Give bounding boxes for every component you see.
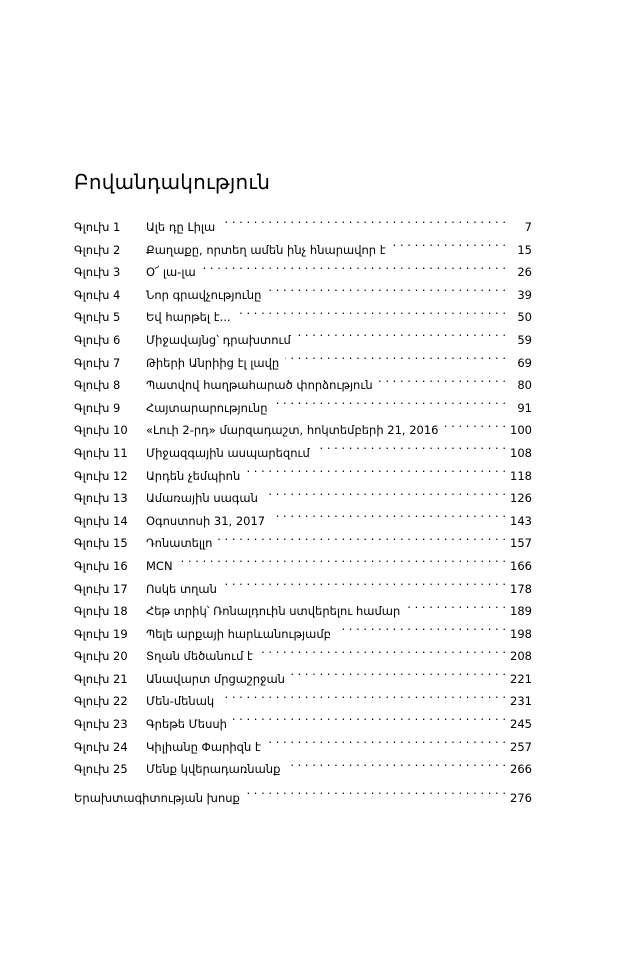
page-number: 257: [510, 739, 532, 754]
chapter-title: Ամառային սագան: [146, 491, 258, 506]
dot-leader: [259, 649, 506, 661]
chapter-label: Գլուխ 24: [74, 739, 128, 754]
chapter-title: Օգոստոսի 31, 2017: [146, 513, 266, 528]
toc-entry[interactable]: [74, 623, 532, 646]
dot-leader: [264, 491, 506, 503]
dot-leader: [179, 558, 506, 570]
toc-entry[interactable]: [74, 261, 532, 284]
page-number: 108: [510, 445, 532, 460]
toc-appendix-entry[interactable]: [74, 787, 532, 810]
chapter-title: Մեն-մենակ: [146, 694, 215, 709]
page-number: 143: [510, 513, 532, 528]
chapter-title: Նոր գրավչությունը: [146, 287, 262, 302]
toc-entry[interactable]: [74, 555, 532, 578]
chapter-label: Գլուխ 10: [74, 423, 128, 438]
chapter-title: Եվ հարթել է...: [146, 310, 231, 325]
chapter-title: Պելե արքայի հարևանությամբ: [146, 626, 331, 641]
chapter-label: Գլուխ 9: [74, 400, 121, 415]
chapter-label: Գլուխ 6: [74, 332, 121, 347]
page-number: 69: [517, 355, 532, 370]
toc-entry[interactable]: [74, 306, 532, 329]
toc-entry-list: [74, 216, 532, 781]
chapter-label: Գլուխ 2: [74, 242, 121, 257]
page-number: 231: [510, 694, 532, 709]
dot-leader: [392, 242, 506, 254]
dot-leader: [274, 400, 507, 412]
chapter-label: Գլուխ 16: [74, 558, 128, 573]
chapter-label: Գլուխ 4: [74, 287, 121, 302]
chapter-title: Պատվով հաղթահարած փորձություն: [146, 378, 373, 393]
chapter-label: Գլուխ 12: [74, 468, 128, 483]
toc-entry[interactable]: [74, 713, 532, 736]
toc-entry[interactable]: [74, 442, 532, 465]
page-number: 15: [517, 242, 532, 257]
chapter-title: Կիլիանը Փարիզն է: [146, 739, 261, 754]
chapter-label: Գլուխ 23: [74, 717, 128, 732]
chapter-label: Գլուխ 5: [74, 310, 121, 325]
dot-leader: [246, 468, 506, 480]
chapter-title: Հայտարարությունը: [146, 400, 268, 415]
toc-entry[interactable]: [74, 397, 532, 420]
chapter-label: Գլուխ 25: [74, 762, 128, 777]
chapter-label: Գլուխ 22: [74, 694, 128, 709]
chapter-title: Միջավայնց՝ դրախտում: [146, 332, 291, 347]
toc-entry[interactable]: [74, 736, 532, 759]
chapter-title: Արդեն չեմպիոն: [146, 468, 241, 483]
dot-leader: [267, 287, 506, 299]
toc-entry[interactable]: [74, 510, 532, 533]
toc-entry[interactable]: [74, 578, 532, 601]
dot-leader: [271, 513, 506, 525]
toc-entry[interactable]: [74, 352, 532, 375]
dot-leader: [221, 220, 506, 232]
page-number: 100: [510, 423, 532, 438]
dot-leader: [246, 791, 506, 803]
toc-entry[interactable]: [74, 487, 532, 510]
chapter-label: Գլուխ 20: [74, 649, 128, 664]
toc-entry[interactable]: [74, 284, 532, 307]
toc-entry[interactable]: [74, 329, 532, 352]
chapter-title: Ալե դը Լիլա: [146, 220, 216, 234]
page-number: 178: [510, 581, 532, 596]
dot-leader: [267, 739, 506, 751]
chapter-title: MCN: [146, 558, 173, 573]
chapter-title: Դոնատելլո: [146, 536, 213, 551]
page-number: 126: [510, 491, 532, 506]
page-number: 7: [524, 220, 532, 234]
page-number: 118: [510, 468, 532, 483]
dot-leader: [233, 717, 506, 729]
page-number: 276: [510, 791, 532, 805]
appendix-title: Երախտագիտության խոսք: [74, 791, 240, 805]
chapter-label: Գլուխ 14: [74, 513, 128, 528]
dot-leader: [406, 604, 506, 616]
dot-leader: [316, 445, 506, 457]
page-number: 26: [517, 265, 532, 280]
chapter-label: Գլուխ 3: [74, 265, 121, 280]
chapter-label: Գլուխ 7: [74, 355, 121, 370]
toc-entry[interactable]: [74, 465, 532, 488]
dot-leader: [285, 355, 506, 367]
chapter-label: Գլուխ 8: [74, 378, 121, 393]
chapter-title: «Լուի 2-րդ» մարզադաշտ, հոկտեմբերի 21, 2016: [146, 423, 439, 438]
page-number: 157: [510, 536, 532, 551]
dot-leader: [223, 581, 506, 593]
chapter-title: Օ՜ լա-լա: [146, 265, 196, 280]
page-number: 198: [510, 626, 532, 641]
page-number: 189: [510, 604, 532, 619]
dot-leader: [286, 762, 506, 774]
chapter-label: Գլուխ 17: [74, 581, 128, 596]
toc-entry[interactable]: [74, 419, 532, 442]
toc-appendix-list: [74, 787, 532, 810]
dot-leader: [297, 332, 506, 344]
chapter-title: Հեթ տրիկ՝ Ռոնալդուին ստվերելու համար: [146, 604, 401, 619]
chapter-title: Թիերի Անրիից էլ լավը: [146, 355, 280, 370]
dot-leader: [220, 694, 506, 706]
chapter-title: Տղան մեծանում է: [146, 649, 253, 664]
chapter-label: Գլուխ 1: [74, 220, 121, 234]
page-number: 245: [510, 717, 532, 732]
toc-entry[interactable]: [74, 239, 532, 262]
chapter-label: Գլուխ 13: [74, 491, 128, 506]
page-number: 39: [517, 287, 532, 302]
toc-entry[interactable]: [74, 668, 532, 691]
page-number: 91: [517, 400, 532, 415]
chapter-title: Միջազգային ասպարեզում: [146, 445, 310, 460]
chapter-title: Անավարտ մրցաշրջան: [146, 671, 285, 686]
toc-entry[interactable]: [74, 645, 532, 668]
chapter-label: Գլուխ 11: [74, 445, 128, 460]
page-title: Բովանդակություն: [74, 170, 271, 194]
chapter-title: Քաղաքը, որտեղ ամեն ինչ հնարավոր է: [146, 242, 386, 257]
toc-entry[interactable]: [74, 690, 532, 713]
dot-leader: [237, 310, 506, 322]
page-number: 80: [517, 378, 532, 393]
toc-entry[interactable]: [74, 532, 532, 555]
chapter-label: Գլուխ 21: [74, 671, 128, 686]
dot-leader: [379, 378, 506, 390]
dot-leader: [337, 626, 506, 638]
page-number: 266: [510, 762, 532, 777]
toc-entry[interactable]: [74, 216, 532, 239]
dot-leader: [218, 536, 506, 548]
toc-entry[interactable]: [74, 600, 532, 623]
dot-leader: [291, 671, 506, 683]
dot-leader: [444, 423, 506, 435]
chapter-title: Գրեթե Մեսսի: [146, 717, 227, 732]
page-number: 221: [510, 671, 532, 686]
chapter-label: Գլուխ 19: [74, 626, 128, 641]
dot-leader: [202, 265, 506, 277]
chapter-label: Գլուխ 15: [74, 536, 128, 551]
chapter-title: Ոսկե տղան: [146, 581, 217, 596]
page-number: 208: [510, 649, 532, 664]
page-number: 50: [517, 310, 532, 325]
page-number: 166: [510, 558, 532, 573]
chapter-title: Մենք կվերադառնանք: [146, 762, 281, 777]
toc-entry[interactable]: [74, 758, 532, 781]
page-number: 59: [517, 332, 532, 347]
chapter-label: Գլուխ 18: [74, 604, 128, 619]
toc-entry[interactable]: [74, 374, 532, 397]
